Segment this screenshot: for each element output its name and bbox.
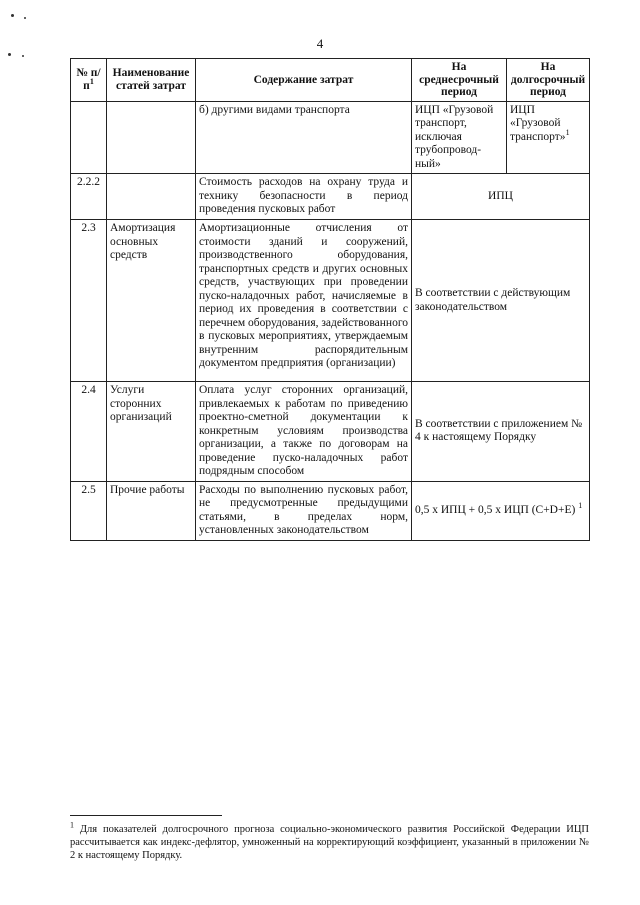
row-content: Расходы по выполнению пусковых работ, не предусмотренные предыдущими статьями, в пределах норм, установленных законодательством — [196, 481, 412, 540]
scan-speck — [22, 55, 24, 57]
header-name: Наименование статей затрат — [107, 59, 196, 102]
row-num: 2.3 — [71, 220, 107, 382]
scan-speck — [8, 53, 11, 56]
cost-table — [70, 58, 590, 541]
row-name: Услуги сторонних организаций — [107, 382, 196, 482]
row-merged-value: В соответствии с действующим законодательством — [412, 220, 590, 382]
footnote-marker: 1 — [70, 820, 74, 830]
row-merged-value: ИПЦ — [412, 174, 590, 220]
header-medium: На среднесрочный период — [412, 59, 507, 102]
table-row — [71, 174, 590, 220]
scan-speck — [24, 17, 26, 19]
row-content: Амортизационные отчисления от стоимости зданий и сооружений, производственного оборудования, транспортных средств и других основных средств, участвующих при проведении пуско-наладочных работ, начисляемые в период их проведения в соответствии с перечнем оборудования, задействованного в пусковых мероприятиях, утверждаемым внутренним распорядительным документом предприятия (организации) — [196, 220, 412, 382]
header-num: № $п/п^1$ — [71, 59, 107, 102]
table-header-row — [71, 59, 590, 102]
table-row — [71, 481, 590, 540]
row-num: 2.4 — [71, 382, 107, 482]
row-content: Оплата услуг сторонних организаций, привлекаемых к работам по приведению проектно-сметной документации к конкретным условиям производства организации, а также по договорам на проведение пуско-наладочных работ подрядным способом — [196, 382, 412, 482]
row-content: Стоимость расходов на охрану труда и технику безопасности в период проведения пусковых работ — [196, 174, 412, 220]
row-num: 2.5 — [71, 481, 107, 540]
footnote-text: Для показателей долгосрочного прогноза социально-экономического развития Российской Федерации ИЦП рассчитывается как индекс-дефлятор, умноженный на корректирующий коэффициент, указанный в приложении № 2 к настоящему Порядку. — [70, 824, 589, 861]
row-num — [71, 101, 107, 174]
row-name: Амортизация основных средств — [107, 220, 196, 382]
row-long: ИЦП «Грузовой транспорт»$^1$ — [507, 101, 590, 174]
header-long: На долгосрочный период — [507, 59, 590, 102]
scan-speck — [11, 14, 14, 17]
row-name — [107, 174, 196, 220]
footnote — [70, 820, 589, 862]
table-row — [71, 101, 590, 174]
row-name — [107, 101, 196, 174]
table-row — [71, 220, 590, 382]
row-name: Прочие работы — [107, 481, 196, 540]
header-content: Содержание затрат — [196, 59, 412, 102]
row-content: б) другими видами транспорта — [196, 101, 412, 174]
row-merged-value: В соответствии с приложением № 4 к настоящему Порядку — [412, 382, 590, 482]
row-medium: ИЦП «Грузовой транспорт, исключая трубопровод-ный» — [412, 101, 507, 174]
page-number: 4 — [316, 36, 324, 51]
row-merged-value: 0,5 х ИПЦ + 0,5 х ИЦП (С+D+E) $^1$ — [412, 481, 590, 540]
row-num: 2.2.2 — [71, 174, 107, 220]
table-row — [71, 382, 590, 482]
footnote-divider — [70, 815, 222, 816]
